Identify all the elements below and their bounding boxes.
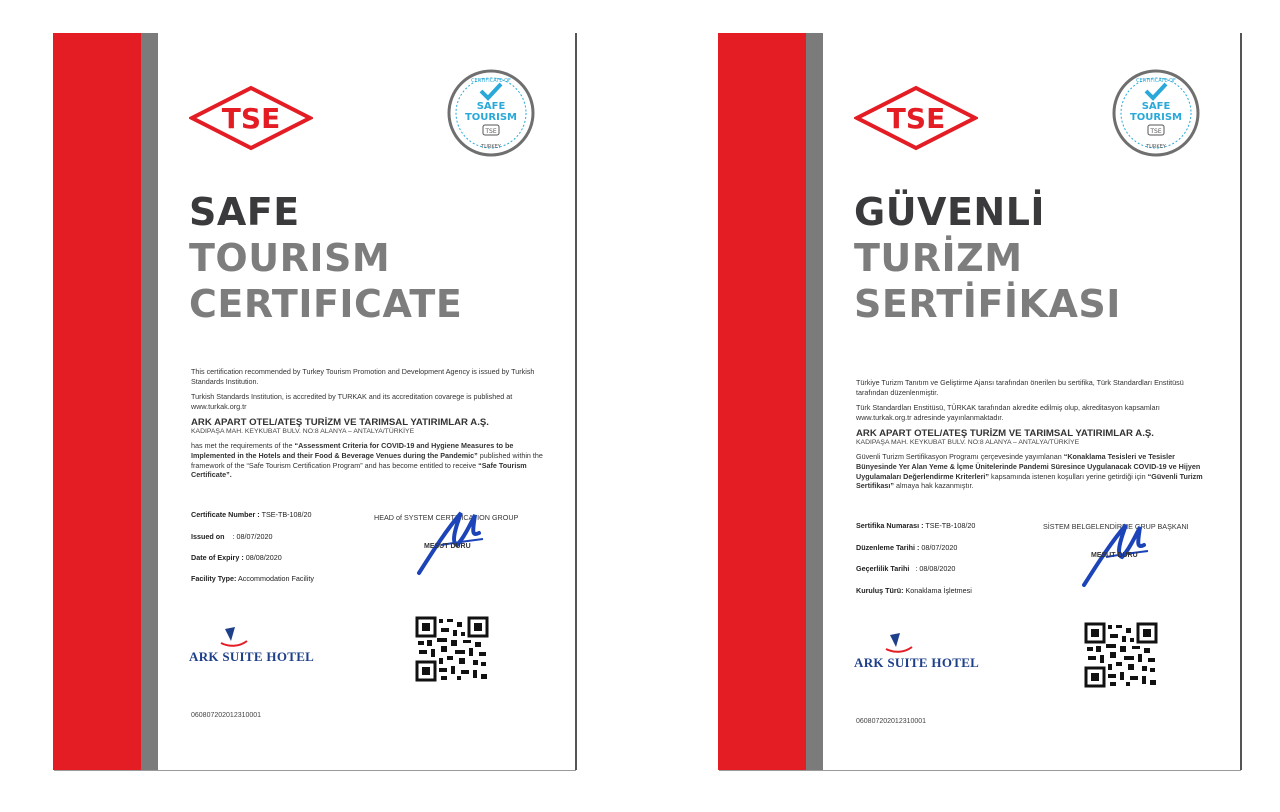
title-line-2: TURİZM [854,236,1023,280]
issued-on [191,532,273,541]
req-prefix: Güvenli Turizm Sertifikasyon Programı çerçevesinde yayımlanan [856,452,1064,462]
page-edge [1240,33,1242,770]
tse-logo [189,85,313,151]
cert-no-value: TSE-TB-108/20 [925,521,976,530]
safe-tourism-badge [445,67,537,159]
tse-logo-text: TSE [886,102,946,135]
issued-label: Issued on [191,532,225,541]
req-mid: published within the framework of the “Safe Tourism Certification Program” and has become entitled to receive [191,450,543,470]
title-line-2: TOURISM [189,236,391,280]
title-line-3: CERTIFICATE [189,282,463,326]
date-of-expiry [856,564,955,573]
req-criteria: “Assessment Criteria for COVID-19 and Hygiene Measures to be Implemented in the Hotels and their Food & Beverage Venues during the Pandemic” [191,441,514,460]
intro-paragraph: Türkiye Turizm Tanıtım ve Geliştirme Ajansı tarafından önerilen bu sertifika, Türk Standardları Enstitüsü tarafından düzenlenmiştir. [856,378,1184,397]
expiry-label: Date of Expiry : [191,553,244,562]
facility-label: Kuruluş Türü: [856,586,904,595]
signatory-title: SİSTEM BELGELENDİRME GRUP BAŞKANI [1043,522,1189,531]
expiry-value: 08/08/2020 [245,553,282,562]
date-of-expiry [191,553,282,562]
company-address: KADIPAŞA MAH. KEYKUBAT BULV. NO:8 ALANYA – ANTALYA/TÜRKİYE [856,439,1080,447]
qr-code [1084,622,1158,688]
req-mid: kapsamında istenen koşulları yerine getirdiği için [989,471,1148,481]
signature-image [411,505,501,577]
title-line-1: SAFE [189,190,300,234]
title-line-1: GÜVENLİ [854,190,1046,234]
facility-label: Facility Type: [191,574,237,583]
badge-main2: TOURISM [464,112,518,123]
certificate-body [856,378,1212,491]
badge-main1: SAFE [476,101,506,112]
red-band [53,33,141,770]
ship-icon [884,631,914,653]
badge-bottom-text: TURKEY [481,144,501,150]
hotel-logo [854,631,984,671]
issued-value: : 08/07/2020 [232,532,273,541]
req-criteria: “Konaklama Tesisleri ve Tesisler Bünyesinde Yer Alan Yeme & İçme Ünitelerinde Pandemi Süresince Uygulanacak COVID-19 ve Hijyen Uygulamaları Değerlendirme Kriterleri” [856,452,1201,481]
badge-bottom-text: TURKEY [1146,144,1166,150]
safe-tourism-badge [1110,67,1202,159]
issued-label: Düzenleme Tarihi : [856,543,920,552]
hotel-logo [189,625,319,665]
gray-band [806,33,823,770]
page-edge [575,33,577,770]
req-tail: almaya hak kazanmıştır. [893,481,974,491]
company-address: KADIPAŞA MAH. KEYKUBAT BULV. NO:8 ALANYA – ANTALYA/TÜRKİYE [191,428,415,436]
facility-value: Konaklama İşletmesi [905,586,972,595]
facility-value: Accommodation Facility [238,574,314,583]
accreditation-paragraph: Turkish Standards Institution, is accredited by TURKAK and its accreditation covarege is published at www.turkak.org.tr [191,392,513,411]
tse-logo-text: TSE [221,102,281,135]
gray-band [141,33,158,770]
signer-name: MESUT DURU [1091,552,1138,559]
badge-main2: TOURISM [1129,112,1183,123]
requirements-paragraph [856,452,1212,490]
certificate-number [856,521,975,530]
badge-top-text: CERTIFICATE OF [471,78,511,84]
badge-top-text: CERTIFICATE OF [1136,78,1176,84]
hotel-logo-text: ARK SUITE HOTEL [189,649,315,664]
red-band [718,33,806,770]
req-certificate: “Güvenli Turizm Sertifikası” [856,471,1203,491]
signer-name: MESUT DURU [424,543,471,550]
signatory-title: HEAD of SYSTEM CERTIFICATION GROUP [374,513,519,522]
requirements-paragraph [191,441,547,479]
certificate-turkish [718,33,1240,770]
company-name: ARK APART OTEL/ATEŞ TURİZM VE TARIMSAL YATIRIMLAR A.Ş. [191,417,489,429]
expiry-value: : 08/08/2020 [915,564,956,573]
facility-type [856,586,972,595]
badge-mini-logo: TSE [1150,128,1162,135]
ship-icon [219,625,249,647]
certificate-english [53,33,575,770]
cert-no-label: Sertifika Numarası : [856,521,924,530]
accreditation-paragraph: Türk Standardları Enstitüsü, TÜRKAK tarafından akredite edilmiş olup, akreditasyon kapsamları www.turkak.org.tr adresinde yayınlanmaktadır. [856,403,1160,422]
certificate-number [191,510,312,519]
qr-code [415,616,489,682]
issued-on [856,543,957,552]
cert-no-label: Certificate Number : [191,510,260,519]
badge-main1: SAFE [1141,101,1171,112]
issued-value: 08/07/2020 [921,543,958,552]
intro-paragraph: This certification recommended by Turkey Tourism Promotion and Development Agency is issued by Turkish Standards Institution. [191,367,535,386]
company-name: ARK APART OTEL/ATEŞ TURİZM VE TARIMSAL YATIRIMLAR A.Ş. [856,428,1154,440]
cert-no-value: TSE-TB-108/20 [261,510,312,519]
badge-mini-logo: TSE [485,128,497,135]
serial-number: 060807202012310001 [856,718,927,725]
title-line-3: SERTİFİKASI [854,282,1121,326]
req-prefix: has met the requirements of the [191,441,295,451]
expiry-label: Geçerlilik Tarihi [856,564,910,573]
facility-type [191,574,314,583]
certificate-body [191,367,547,480]
req-certificate: “Safe Tourism Certificate”. [191,460,527,480]
tse-logo [854,85,978,151]
hotel-logo-text: ARK SUITE HOTEL [854,655,980,670]
serial-number: 060807202012310001 [191,712,262,719]
